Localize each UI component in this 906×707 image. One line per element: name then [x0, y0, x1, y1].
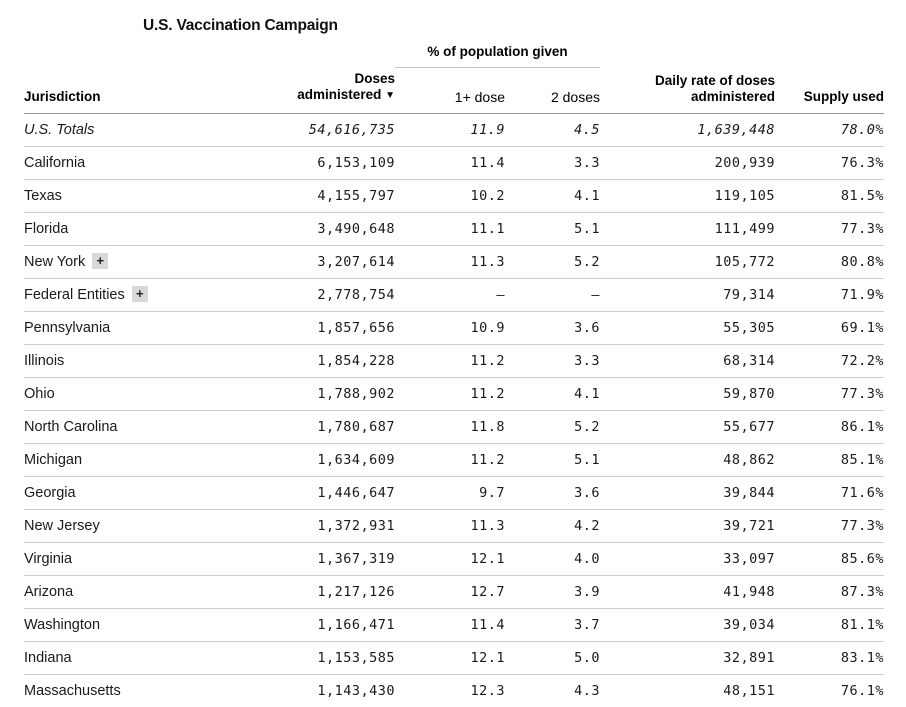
table-body [24, 113, 884, 707]
one-plus-dose-cell: 9.7 [395, 476, 505, 509]
jurisdiction-cell [24, 113, 254, 146]
group-spacer [600, 44, 775, 67]
one-plus-dose-cell: 11.4 [395, 608, 505, 641]
two-doses-cell: 3.3 [505, 146, 600, 179]
jurisdiction-cell [24, 641, 254, 674]
table-row [24, 641, 884, 674]
one-plus-dose-cell: 11.2 [395, 377, 505, 410]
jurisdiction-cell [24, 476, 254, 509]
jurisdiction-cell [24, 509, 254, 542]
daily-rate-cell: 39,721 [600, 509, 775, 542]
jurisdiction-cell [24, 146, 254, 179]
table-row [24, 410, 884, 443]
table-row [24, 377, 884, 410]
one-plus-dose-cell: 11.3 [395, 245, 505, 278]
jurisdiction-cell [24, 542, 254, 575]
vaccination-tracker-page [0, 17, 906, 707]
daily-rate-cell: 111,499 [600, 212, 775, 245]
column-header-label: Supply used [803, 88, 884, 104]
daily-rate-cell: 48,151 [600, 674, 775, 707]
supply-used-cell: 76.3% [775, 146, 884, 179]
supply-used-cell: 71.9% [775, 278, 884, 311]
two-doses-cell: 5.2 [505, 245, 600, 278]
supply-used-cell: 81.5% [775, 179, 884, 212]
jurisdiction-label: Michigan [24, 451, 83, 468]
two-doses-cell: 5.1 [505, 443, 600, 476]
doses-administered-cell: 1,857,656 [254, 311, 395, 344]
daily-rate-cell: 79,314 [600, 278, 775, 311]
one-plus-dose-cell: 11.2 [395, 443, 505, 476]
vaccination-table [24, 44, 884, 707]
group-header-row [24, 44, 884, 67]
table-row [24, 608, 884, 641]
supply-used-cell: 83.1% [775, 641, 884, 674]
table-row [24, 212, 884, 245]
column-header-two-doses[interactable] [505, 67, 600, 113]
group-header-label: % of population given [427, 44, 568, 59]
sort-descending-icon: ▼ [385, 89, 395, 101]
jurisdiction-label: Pennsylvania [24, 319, 111, 336]
supply-used-cell: 71.6% [775, 476, 884, 509]
supply-used-cell: 76.1% [775, 674, 884, 707]
table-row [24, 542, 884, 575]
jurisdiction-cell [24, 377, 254, 410]
doses-administered-cell: 1,788,902 [254, 377, 395, 410]
two-doses-cell: 3.6 [505, 311, 600, 344]
two-doses-cell: 4.2 [505, 509, 600, 542]
table-row [24, 311, 884, 344]
table-row [24, 509, 884, 542]
jurisdiction-label: Massachusetts [24, 682, 121, 699]
daily-rate-cell: 39,844 [600, 476, 775, 509]
supply-used-cell: 78.0% [775, 113, 884, 146]
column-header-jurisdiction[interactable] [24, 67, 254, 113]
jurisdiction-cell [24, 443, 254, 476]
jurisdiction-label: U.S. Totals [24, 121, 95, 138]
doses-administered-cell: 1,166,471 [254, 608, 395, 641]
table-row [24, 278, 884, 311]
two-doses-cell: 5.2 [505, 410, 600, 443]
doses-administered-cell: 1,153,585 [254, 641, 395, 674]
daily-rate-cell: 48,862 [600, 443, 775, 476]
column-header-doses-administered[interactable] [254, 67, 395, 113]
doses-administered-cell: 6,153,109 [254, 146, 395, 179]
jurisdiction-label: New Jersey [24, 517, 100, 534]
daily-rate-cell: 59,870 [600, 377, 775, 410]
column-header-label: 2 doses [550, 88, 600, 105]
supply-used-cell: 85.6% [775, 542, 884, 575]
supply-used-cell: 69.1% [775, 311, 884, 344]
daily-rate-cell: 55,305 [600, 311, 775, 344]
doses-administered-cell: 2,778,754 [254, 278, 395, 311]
daily-rate-cell: 119,105 [600, 179, 775, 212]
jurisdiction-label: Illinois [24, 352, 65, 369]
jurisdiction-cell [24, 608, 254, 641]
table-row [24, 575, 884, 608]
jurisdiction-label: Texas [24, 187, 62, 204]
one-plus-dose-cell: 11.2 [395, 344, 505, 377]
column-header-label: Doses [354, 70, 395, 86]
daily-rate-cell: 39,034 [600, 608, 775, 641]
jurisdiction-label: New York [24, 254, 86, 270]
jurisdiction-cell [24, 245, 254, 278]
column-header-label: Daily rate of doses [654, 72, 775, 88]
table-row [24, 443, 884, 476]
two-doses-cell: 3.9 [505, 575, 600, 608]
doses-administered-cell: 1,367,319 [254, 542, 395, 575]
doses-administered-cell: 1,217,126 [254, 575, 395, 608]
two-doses-cell: 4.5 [505, 113, 600, 146]
supply-used-cell: 72.2% [775, 344, 884, 377]
jurisdiction-label: Federal Entities [24, 287, 125, 303]
supply-used-cell: 85.1% [775, 443, 884, 476]
one-plus-dose-cell: 10.2 [395, 179, 505, 212]
two-doses-cell: 3.3 [505, 344, 600, 377]
two-doses-cell: – [505, 278, 600, 311]
one-plus-dose-cell: 12.7 [395, 575, 505, 608]
one-plus-dose-cell: 11.9 [395, 113, 505, 146]
column-header-label: Jurisdiction [24, 88, 101, 104]
group-spacer [775, 44, 884, 67]
two-doses-cell: 4.1 [505, 377, 600, 410]
column-header-one-plus-dose[interactable] [395, 67, 505, 113]
supply-used-cell: 81.1% [775, 608, 884, 641]
one-plus-dose-cell: 12.1 [395, 641, 505, 674]
supply-used-cell: 80.8% [775, 245, 884, 278]
daily-rate-cell: 200,939 [600, 146, 775, 179]
daily-rate-cell: 33,097 [600, 542, 775, 575]
two-doses-cell: 3.7 [505, 608, 600, 641]
supply-used-cell: 87.3% [775, 575, 884, 608]
group-spacer [24, 44, 254, 67]
daily-rate-cell: 41,948 [600, 575, 775, 608]
daily-rate-cell: 1,639,448 [600, 113, 775, 146]
jurisdiction-cell [24, 311, 254, 344]
table-row [24, 179, 884, 212]
doses-administered-cell: 1,634,609 [254, 443, 395, 476]
doses-administered-cell: 54,616,735 [254, 113, 395, 146]
two-doses-cell: 3.6 [505, 476, 600, 509]
table-row [24, 476, 884, 509]
column-header-label: administered [690, 88, 775, 104]
two-doses-cell: 5.1 [505, 212, 600, 245]
jurisdiction-cell [24, 278, 254, 311]
two-doses-cell: 4.1 [505, 179, 600, 212]
daily-rate-cell: 32,891 [600, 641, 775, 674]
jurisdiction-cell [24, 575, 254, 608]
jurisdiction-cell [24, 212, 254, 245]
one-plus-dose-cell: 11.3 [395, 509, 505, 542]
column-header-daily-rate[interactable] [600, 67, 775, 113]
one-plus-dose-cell: 11.8 [395, 410, 505, 443]
two-doses-cell: 4.0 [505, 542, 600, 575]
jurisdiction-label: Arizona [24, 583, 74, 600]
doses-administered-cell: 1,780,687 [254, 410, 395, 443]
doses-administered-cell: 1,854,228 [254, 344, 395, 377]
jurisdiction-cell [24, 179, 254, 212]
one-plus-dose-cell: 12.1 [395, 542, 505, 575]
supply-used-cell: 77.3% [775, 509, 884, 542]
table-row [24, 674, 884, 707]
table-header [24, 44, 884, 113]
jurisdiction-label: Washington [24, 616, 101, 633]
doses-administered-cell: 1,446,647 [254, 476, 395, 509]
two-doses-cell: 4.3 [505, 674, 600, 707]
daily-rate-cell: 55,677 [600, 410, 775, 443]
jurisdiction-label: North Carolina [24, 418, 118, 435]
jurisdiction-label: Virginia [24, 550, 73, 567]
jurisdiction-cell [24, 410, 254, 443]
doses-administered-cell: 1,143,430 [254, 674, 395, 707]
column-header-label: administered [297, 86, 382, 102]
column-header-row [24, 67, 884, 113]
table-row [24, 245, 884, 278]
two-doses-cell: 5.0 [505, 641, 600, 674]
jurisdiction-cell [24, 344, 254, 377]
column-header-label: 1+ dose [454, 88, 505, 105]
one-plus-dose-cell: 11.4 [395, 146, 505, 179]
jurisdiction-label: California [24, 154, 86, 171]
table-row [24, 344, 884, 377]
jurisdiction-label: Indiana [24, 649, 72, 666]
doses-administered-cell: 4,155,797 [254, 179, 395, 212]
jurisdiction-cell [24, 674, 254, 707]
doses-administered-cell: 3,490,648 [254, 212, 395, 245]
one-plus-dose-cell: 12.3 [395, 674, 505, 707]
group-header-pct-population [395, 44, 600, 67]
jurisdiction-label: Georgia [24, 484, 76, 501]
daily-rate-cell: 68,314 [600, 344, 775, 377]
doses-administered-cell: 1,372,931 [254, 509, 395, 542]
supply-used-cell: 77.3% [775, 377, 884, 410]
one-plus-dose-cell: – [395, 278, 505, 311]
column-header-supply-used[interactable] [775, 67, 884, 113]
one-plus-dose-cell: 10.9 [395, 311, 505, 344]
table-row [24, 146, 884, 179]
page-title: U.S. Vaccination Campaign [143, 17, 338, 34]
expand-button[interactable]: + [92, 253, 108, 269]
jurisdiction-label: Florida [24, 220, 69, 237]
group-spacer [254, 44, 395, 67]
doses-administered-cell: 3,207,614 [254, 245, 395, 278]
daily-rate-cell: 105,772 [600, 245, 775, 278]
expand-button[interactable]: + [132, 286, 148, 302]
one-plus-dose-cell: 11.1 [395, 212, 505, 245]
jurisdiction-label: Ohio [24, 385, 55, 402]
supply-used-cell: 77.3% [775, 212, 884, 245]
supply-used-cell: 86.1% [775, 410, 884, 443]
table-row [24, 113, 884, 146]
